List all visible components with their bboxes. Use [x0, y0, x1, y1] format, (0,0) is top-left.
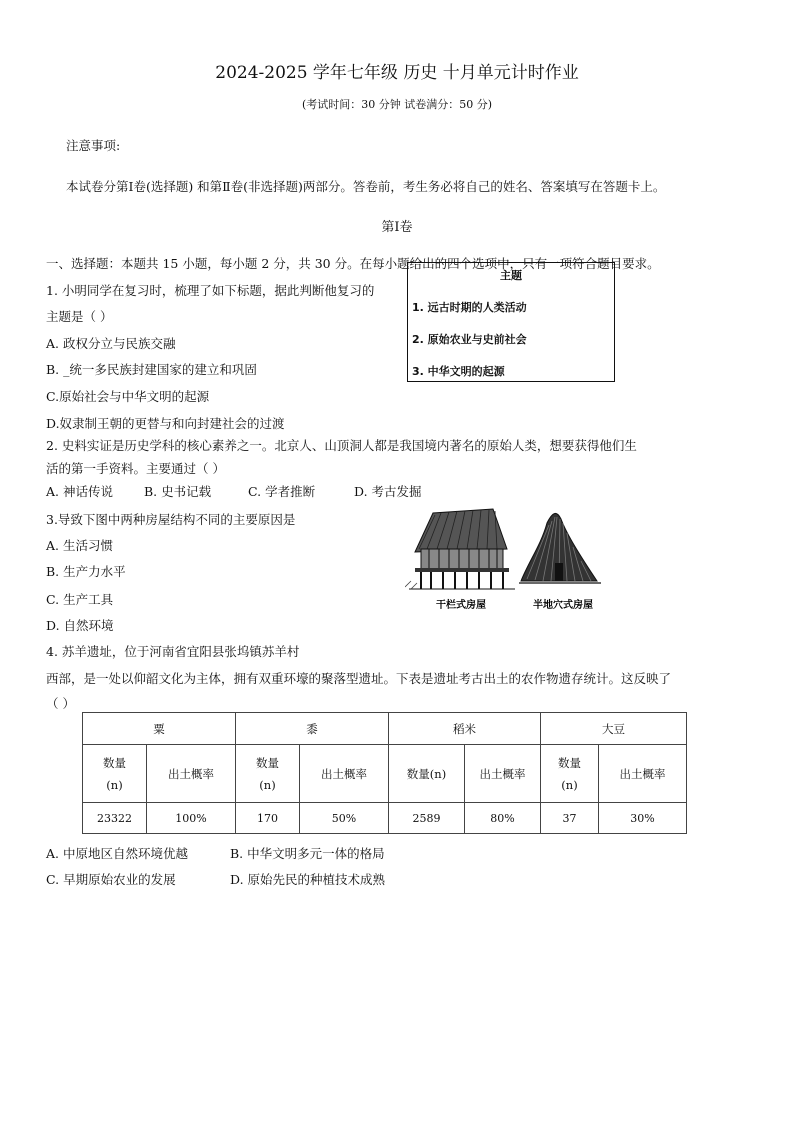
table-header-row [83, 713, 687, 745]
qty-header: 数量 (n) [541, 745, 599, 803]
prob-header: 出土概率 [147, 745, 236, 803]
q1-option-c: C.原始社会与中华文明的起源 [46, 389, 210, 404]
q2-option-a: A. 神话传说 [46, 484, 113, 499]
q2-stem-line1: 2. 史料实证是历史学科的核心素养之一。北京人、山顶洞人都是我国境内著名的原始人类，想要获得他们生 [46, 438, 637, 453]
qty-header: 数量 (n) [83, 745, 147, 803]
q1-option-d: D.奴隶制王朝的更替与和向封建社会的过渡 [46, 416, 285, 431]
q4-option-b: B. 中华文明多元一体的格局 [230, 846, 385, 861]
stilt-house-caption: 干栏式房屋 [436, 600, 486, 611]
house-illustration [405, 505, 615, 615]
table-cell: 23322 [83, 803, 147, 834]
table-cell: 37 [541, 803, 599, 834]
q1-stem-line1: 1. 小明同学在复习时，梳理了如下标题，据此判断他复习的 [46, 283, 375, 298]
table-cell: 30% [599, 803, 687, 834]
crop-soybean: 大豆 [541, 713, 687, 745]
q3-option-b: B. 生产力水平 [46, 564, 126, 579]
exam-title: 2024-2025 学年七年级 历史 十月单元计时作业 [215, 63, 579, 83]
q4-stem-line1: 4. 苏羊遗址，位于河南省宜阳县张坞镇苏羊村 [46, 644, 300, 659]
notice-heading: 注意事项: [66, 138, 121, 153]
section-title: 第Ⅰ卷 [381, 220, 413, 235]
exam-subtitle: (考试时间：30 分钟 试卷满分：50 分) [301, 98, 493, 111]
q2-option-c: C. 学者推断 [248, 484, 316, 499]
prob-header: 出土概率 [599, 745, 687, 803]
q3-option-c: C. 生产工具 [46, 592, 114, 607]
q3-option-d: D. 自然环境 [46, 618, 114, 633]
table-cell: 80% [465, 803, 541, 834]
q4-stem-line2: 西部，是一处以仰韶文化为主体，拥有双重环壕的聚落型遗址。下表是遗址考古出土的农作物遗存统计。这反映了 [46, 671, 672, 686]
q4-option-a: A. 中原地区自然环境优越 [46, 846, 188, 861]
stilt-house-drawing [405, 509, 515, 589]
crop-millet: 粟 [83, 713, 236, 745]
q1-stem-line2: 主题是（ ） [46, 309, 113, 324]
q3-houses-figure [405, 505, 615, 615]
table-row [83, 803, 687, 834]
table-cell: 100% [147, 803, 236, 834]
section-intro: 一、选择题：本题共 15 小题，每小题 2 分，共 30 分。在每小题给出的四个选项中，只有一项符合题目要求。 [46, 256, 660, 271]
q4-option-c: C. 早期原始农业的发展 [46, 872, 176, 887]
q3-stem: 3.导致下图中两种房屋结构不同的主要原因是 [46, 512, 296, 527]
q3-option-a: A. 生活习惯 [46, 538, 113, 553]
crop-rice: 稻米 [389, 713, 541, 745]
notice-body: 本试卷分第Ⅰ卷(选择题) 和第Ⅱ卷(非选择题)两部分。答卷前，考生务必将自己的姓名、答案填写在答题卡上。 [66, 179, 666, 194]
q1-option-a: A. 政权分立与民族交融 [46, 336, 176, 351]
table-cell: 50% [300, 803, 389, 834]
q1-box-heading: 主题 [500, 269, 522, 282]
q2-stem-line2: 活的第一手资料。主要通过（ ） [46, 461, 225, 476]
pit-house-caption: 半地穴式房屋 [533, 600, 593, 611]
qty-header: 数量(n) [389, 745, 465, 803]
q4-option-d: D. 原始先民的种植技术成熟 [230, 872, 386, 887]
pit-house-drawing [519, 513, 601, 583]
q2-option-b: B. 史书记载 [144, 484, 212, 499]
qty-header: 数量 (n) [236, 745, 300, 803]
q1-topic-box [407, 262, 615, 382]
prob-header: 出土概率 [465, 745, 541, 803]
table-subheader-row [83, 745, 687, 803]
prob-header: 出土概率 [300, 745, 389, 803]
q1-box-item-2: 2. 原始农业与史前社会 [412, 333, 527, 346]
q1-box-item-1: 1. 远古时期的人类活动 [412, 301, 527, 314]
table-cell: 170 [236, 803, 300, 834]
crop-broomcorn-millet: 黍 [236, 713, 389, 745]
table-cell: 2589 [389, 803, 465, 834]
q1-option-b: B. _统一多民族封建国家的建立和巩固 [46, 362, 257, 377]
q1-box-item-3: 3. 中华文明的起源 [412, 365, 505, 378]
q4-stem-line3: （ ） [46, 696, 75, 711]
q4-crop-table [82, 712, 687, 834]
q2-option-d: D. 考古发掘 [354, 484, 422, 499]
